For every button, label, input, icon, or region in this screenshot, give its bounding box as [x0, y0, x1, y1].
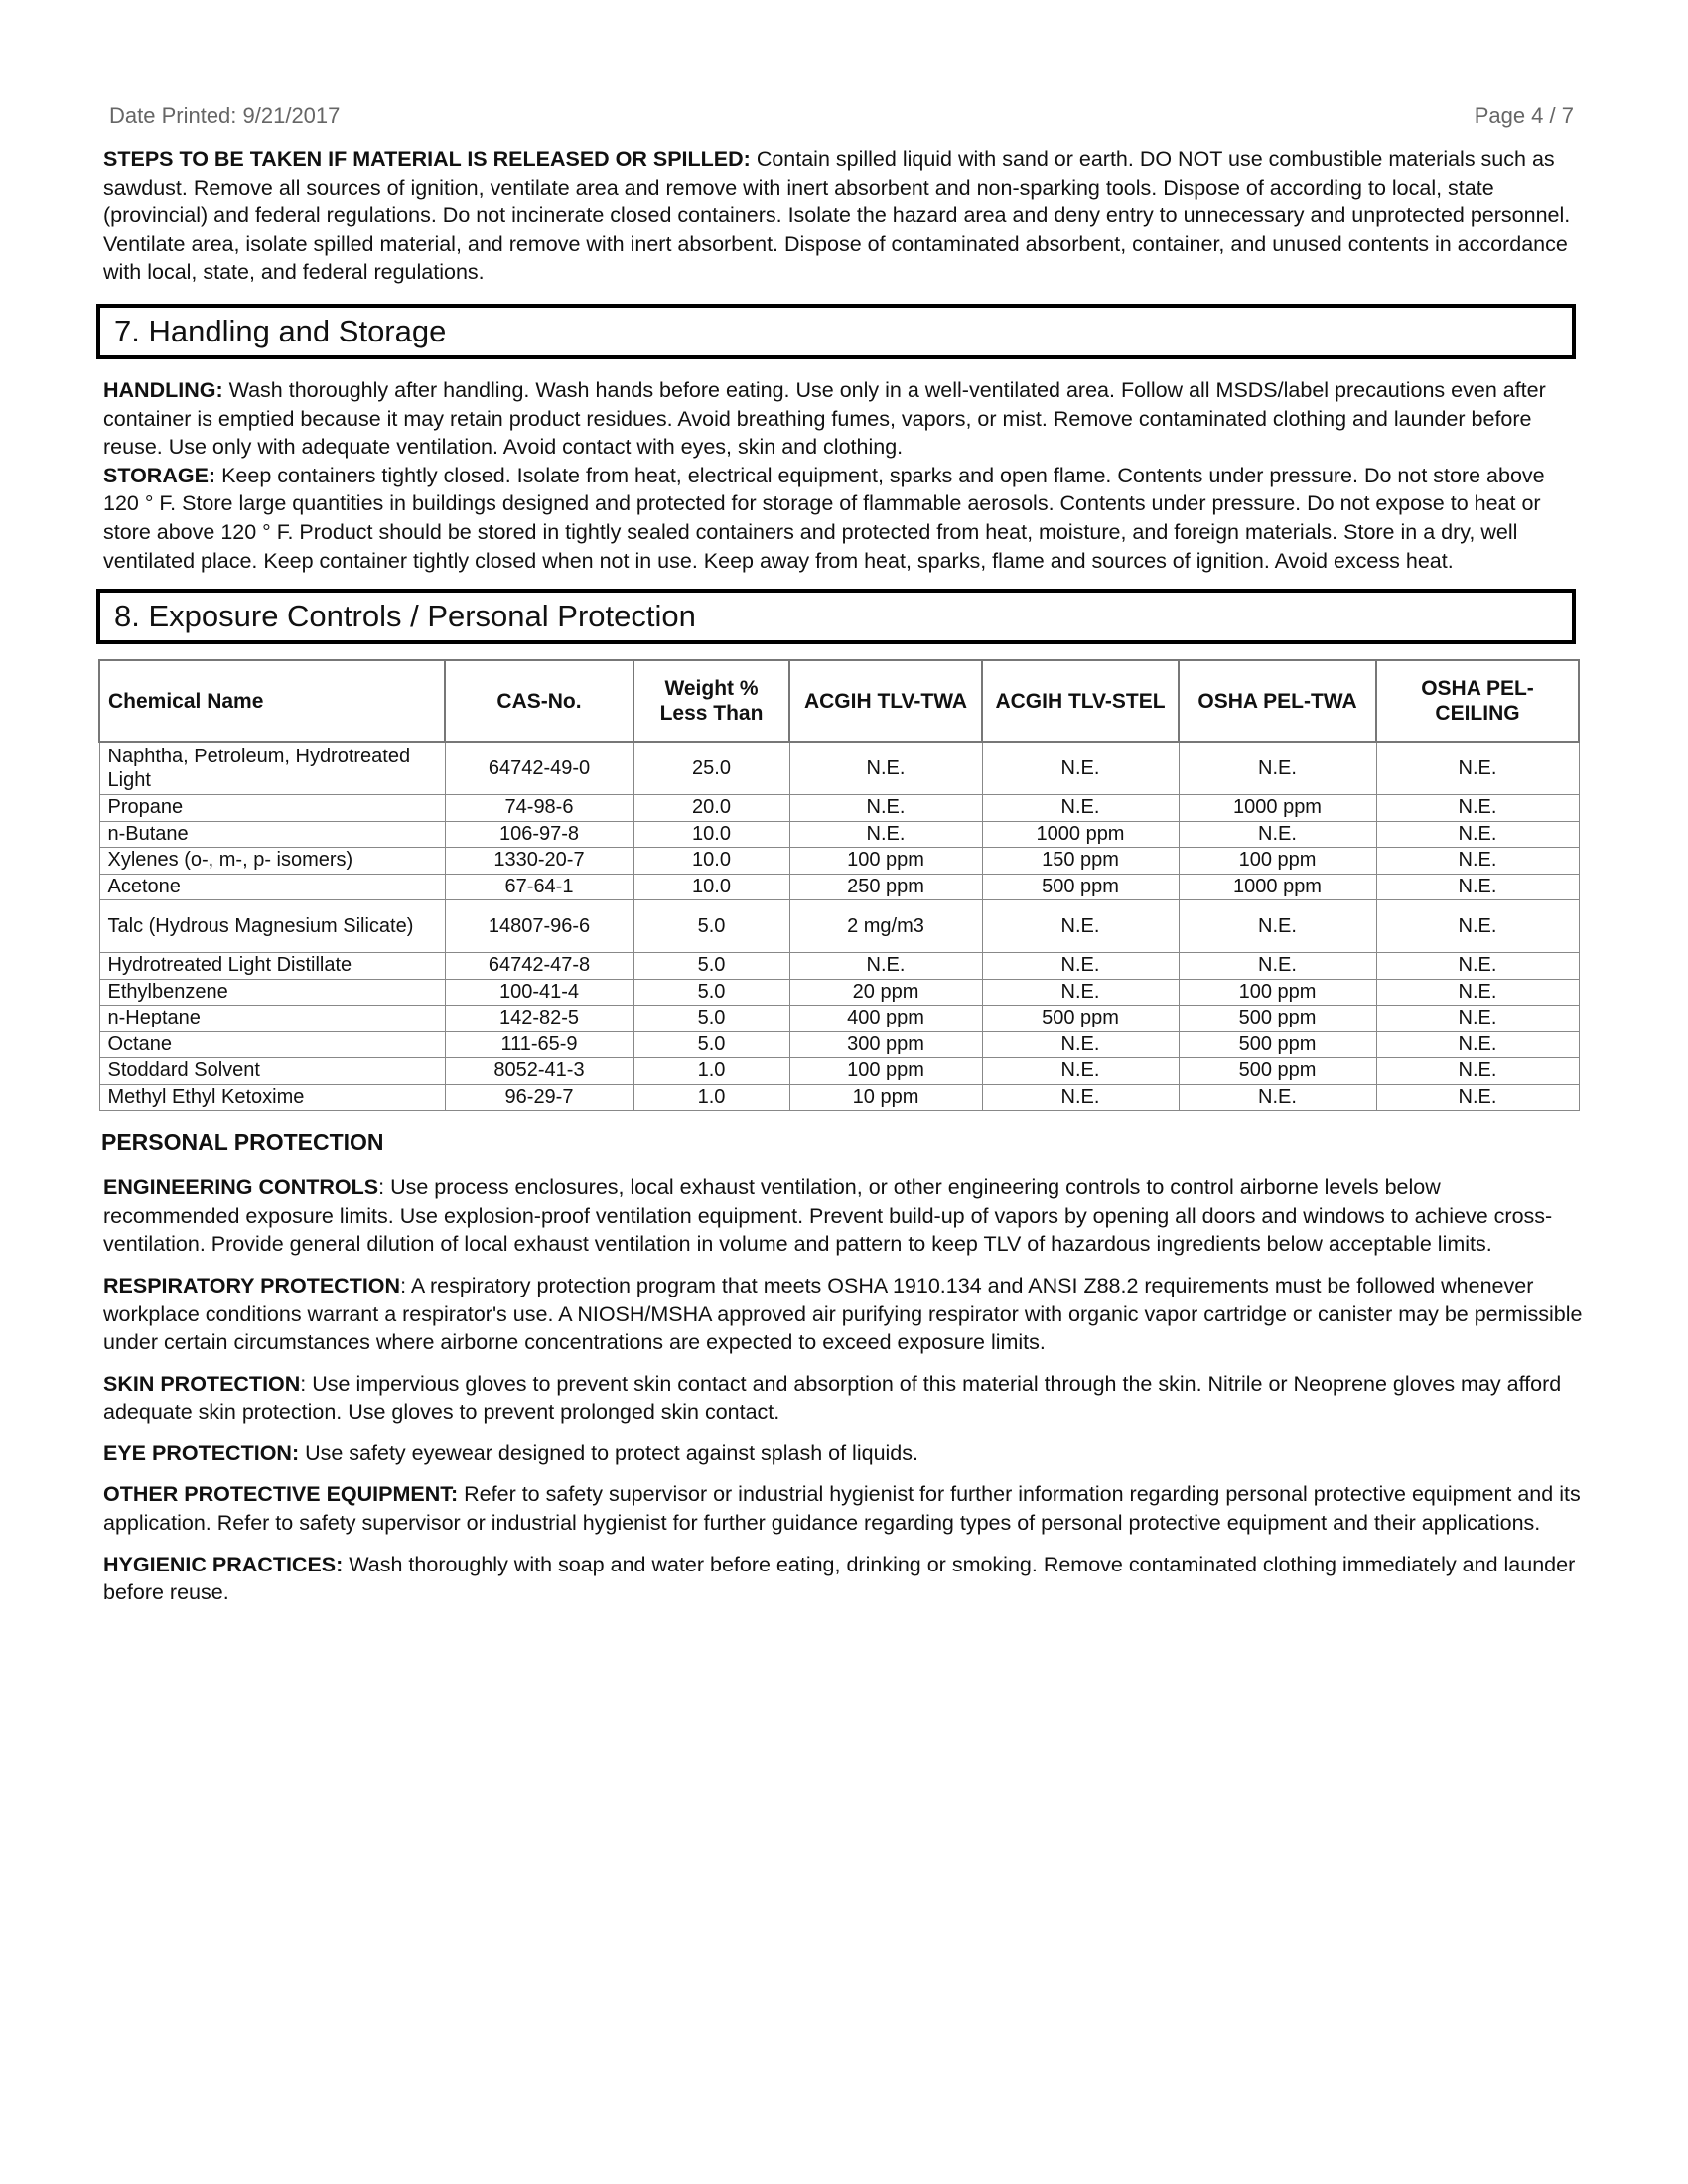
cell-weight: 5.0 — [633, 900, 789, 953]
storage-text: Keep containers tightly closed. Isolate from heat, electrical equipment, sparks and open flame. Contents under pressure. Do not store above 120 ° F. Store large quantities in buildings designed and protected for storage of flammable aerosols. Contents under pressure. Do not expose to heat or store above 120 ° F. Product should be stored in tightly sealed containers and protected from heat, moisture, and foreign materials. Store in a dry, well ventilated place. Keep container tightly closed when not in use. Keep away from heat, sparks, flame and sources of ignition. Avoid excess heat. — [103, 463, 1545, 573]
cell-chemical-name: n-Butane — [99, 821, 445, 848]
cell-osha-twa: 100 ppm — [1179, 848, 1376, 875]
cell-weight: 10.0 — [633, 848, 789, 875]
skin-label: SKIN PROTECTION — [103, 1371, 301, 1396]
cell-chemical-name: Stoddard Solvent — [99, 1058, 445, 1085]
cell-acgih-stel: 500 ppm — [982, 1006, 1179, 1032]
cell-osha-twa: 500 ppm — [1179, 1006, 1376, 1032]
handling-text: Wash thoroughly after handling. Wash hands before eating. Use only in a well-ventilated area. Follow all MSDS/label precautions even after container is emptied because it may retain product residues. Avoid breathing fumes, vapors, or mist. Remove contaminated clothing and launder before reuse. Use only with adequate ventilation. Avoid contact with eyes, skin and clothing. — [103, 377, 1546, 460]
cell-acgih-stel: 500 ppm — [982, 874, 1179, 900]
cell-osha-ceiling: N.E. — [1376, 979, 1579, 1006]
cell-osha-ceiling: N.E. — [1376, 1031, 1579, 1058]
cell-cas-no: 111-65-9 — [445, 1031, 633, 1058]
cell-osha-twa: N.E. — [1179, 1084, 1376, 1111]
cell-osha-ceiling: N.E. — [1376, 874, 1579, 900]
section-7-title: 7. Handling and Storage — [114, 313, 447, 348]
cell-acgih-twa: 20 ppm — [789, 979, 982, 1006]
hygienic-label: HYGIENIC PRACTICES: — [103, 1552, 344, 1576]
cell-chemical-name: Methyl Ethyl Ketoxime — [99, 1084, 445, 1111]
skin-paragraph — [103, 1370, 1583, 1427]
hygienic-text: Wash thoroughly with soap and water before eating, drinking or smoking. Remove contaminated clothing immediately and launder before reuse. — [103, 1552, 1576, 1605]
section-8-title: 8. Exposure Controls / Personal Protection — [114, 599, 696, 634]
cell-weight: 5.0 — [633, 953, 789, 980]
cell-acgih-twa: 400 ppm — [789, 1006, 982, 1032]
other-equipment-text: Refer to safety supervisor or industrial hygienist for further information regarding personal protective equipment and its application. Refer to safety supervisor or industrial hygienist for further guidance regarding types of personal protective equipment and their applications. — [103, 1482, 1581, 1536]
cell-cas-no: 1330-20-7 — [445, 848, 633, 875]
cell-cas-no: 14807-96-6 — [445, 900, 633, 953]
cell-chemical-name: Ethylbenzene — [99, 979, 445, 1006]
cell-acgih-twa: N.E. — [789, 953, 982, 980]
cell-chemical-name: n-Heptane — [99, 1006, 445, 1032]
cell-osha-twa: 500 ppm — [1179, 1058, 1376, 1085]
cell-chemical-name: Acetone — [99, 874, 445, 900]
cell-osha-ceiling: N.E. — [1376, 742, 1579, 795]
eye-text: Use safety eyewear designed to protect against splash of liquids. — [305, 1440, 918, 1465]
cell-osha-twa: 100 ppm — [1179, 979, 1376, 1006]
cell-chemical-name: Talc (Hydrous Magnesium Silicate) — [99, 900, 445, 953]
engineering-label: ENGINEERING CONTROLS — [103, 1175, 379, 1200]
col-header-osha-twa: OSHA PEL-TWA — [1179, 660, 1376, 742]
storage-label: STORAGE: — [103, 463, 216, 487]
cell-weight: 1.0 — [633, 1084, 789, 1111]
cell-acgih-stel: N.E. — [982, 1084, 1179, 1111]
skin-text: : Use impervious gloves to prevent skin contact and absorption of this material through the skin. Nitrile or Neoprene gloves may afford adequate skin protection. Use gloves to prevent prolonged skin contact. — [103, 1371, 1562, 1425]
cell-osha-twa: 500 ppm — [1179, 1031, 1376, 1058]
cell-cas-no: 106-97-8 — [445, 821, 633, 848]
cell-chemical-name: Octane — [99, 1031, 445, 1058]
cell-acgih-twa: N.E. — [789, 742, 982, 795]
cell-acgih-stel: 150 ppm — [982, 848, 1179, 875]
cell-acgih-stel: N.E. — [982, 900, 1179, 953]
cell-cas-no: 67-64-1 — [445, 874, 633, 900]
table-row — [99, 1084, 1579, 1111]
cell-cas-no: 96-29-7 — [445, 1084, 633, 1111]
section-7-header — [96, 304, 1576, 359]
spill-paragraph — [103, 145, 1583, 287]
date-printed: Date Printed: 9/21/2017 — [109, 103, 341, 128]
cell-osha-twa: N.E. — [1179, 900, 1376, 953]
table-row — [99, 1031, 1579, 1058]
table-row — [99, 953, 1579, 980]
respiratory-label: RESPIRATORY PROTECTION — [103, 1273, 401, 1297]
col-header-osha-ceiling: OSHA PEL-CEILING — [1376, 660, 1579, 742]
hygienic-paragraph — [103, 1551, 1583, 1607]
table-row — [99, 795, 1579, 822]
cell-cas-no: 64742-49-0 — [445, 742, 633, 795]
cell-acgih-twa: N.E. — [789, 821, 982, 848]
table-row — [99, 874, 1579, 900]
cell-cas-no: 142-82-5 — [445, 1006, 633, 1032]
cell-cas-no: 74-98-6 — [445, 795, 633, 822]
col-header-chemical-name: Chemical Name — [99, 660, 445, 742]
table-row — [99, 848, 1579, 875]
cell-osha-twa: N.E. — [1179, 742, 1376, 795]
eye-paragraph — [103, 1439, 1583, 1468]
cell-osha-twa: N.E. — [1179, 821, 1376, 848]
cell-cas-no: 100-41-4 — [445, 979, 633, 1006]
cell-acgih-twa: 10 ppm — [789, 1084, 982, 1111]
cell-osha-ceiling: N.E. — [1376, 795, 1579, 822]
cell-osha-ceiling: N.E. — [1376, 1058, 1579, 1085]
engineering-paragraph — [103, 1173, 1583, 1259]
cell-cas-no: 64742-47-8 — [445, 953, 633, 980]
cell-osha-ceiling: N.E. — [1376, 1084, 1579, 1111]
spill-label: STEPS TO BE TAKEN IF MATERIAL IS RELEASED OR SPILLED: — [103, 147, 751, 171]
col-header-acgih-stel: ACGIH TLV-STEL — [982, 660, 1179, 742]
cell-acgih-twa: 100 ppm — [789, 1058, 982, 1085]
cell-acgih-stel: N.E. — [982, 1031, 1179, 1058]
table-row — [99, 742, 1579, 795]
cell-chemical-name: Xylenes (o-, m-, p- isomers) — [99, 848, 445, 875]
cell-acgih-stel: N.E. — [982, 979, 1179, 1006]
cell-osha-ceiling: N.E. — [1376, 821, 1579, 848]
cell-weight: 25.0 — [633, 742, 789, 795]
col-header-cas-no: CAS-No. — [445, 660, 633, 742]
cell-acgih-stel: N.E. — [982, 1058, 1179, 1085]
section-8-header — [96, 589, 1576, 644]
cell-weight: 1.0 — [633, 1058, 789, 1085]
cell-acgih-twa: 250 ppm — [789, 874, 982, 900]
cell-osha-ceiling: N.E. — [1376, 848, 1579, 875]
cell-acgih-stel: N.E. — [982, 742, 1179, 795]
cell-weight: 20.0 — [633, 795, 789, 822]
table-row — [99, 900, 1579, 953]
cell-acgih-twa: 300 ppm — [789, 1031, 982, 1058]
engineering-text: : Use process enclosures, local exhaust ventilation, or other engineering controls to control airborne levels below recommended exposure limits. Use explosion-proof ventilation equipment. Prevent build-up of vapors by opening all doors and windows to achieve cross-ventilation. Provide general dilution of local exhaust ventilation in volume and pattern to keep TLV of hazardous ingredients below acceptable limits. — [103, 1175, 1553, 1257]
cell-acgih-stel: N.E. — [982, 795, 1179, 822]
cell-osha-twa: N.E. — [1179, 953, 1376, 980]
spill-text: Contain spilled liquid with sand or earth. DO NOT use combustible materials such as sawdust. Remove all sources of ignition, ventilate area and remove with inert absorbent and non-sparking tools. Dispose of according to local, state (provincial) and federal regulations. Do not incinerate closed containers. Isolate the hazard area and deny entry to unnecessary and unprotected personnel. Ventilate area, isolate spilled material, and remove with inert absorbent. Dispose of contaminated absorbent, container, and unused contents in accordance with local, state, and federal regulations. — [103, 147, 1571, 285]
table-row — [99, 821, 1579, 848]
table-header-row — [99, 660, 1579, 742]
cell-weight: 5.0 — [633, 1031, 789, 1058]
cell-osha-twa: 1000 ppm — [1179, 795, 1376, 822]
cell-acgih-twa: 2 mg/m3 — [789, 900, 982, 953]
cell-cas-no: 8052-41-3 — [445, 1058, 633, 1085]
respiratory-text: : A respiratory protection program that meets OSHA 1910.134 and ANSI Z88.2 requirements must be followed whenever workplace conditions warrant a respirator's use. A NIOSH/MSHA approved air purifying respirator with organic vapor cartridge or canister may be permissible under certain circumstances where airborne concentrations are expected to exceed exposure limits. — [103, 1273, 1583, 1355]
page-number: Page 4 / 7 — [1474, 103, 1574, 128]
cell-chemical-name: Propane — [99, 795, 445, 822]
handling-label: HANDLING: — [103, 377, 223, 402]
other-equipment-label: OTHER PROTECTIVE EQUIPMENT: — [103, 1482, 459, 1507]
cell-osha-ceiling: N.E. — [1376, 953, 1579, 980]
cell-weight: 10.0 — [633, 821, 789, 848]
cell-chemical-name: Naphtha, Petroleum, Hydrotreated Light — [99, 742, 445, 795]
cell-osha-ceiling: N.E. — [1376, 900, 1579, 953]
handling-paragraph — [103, 376, 1583, 462]
table-row — [99, 1058, 1579, 1085]
page-content — [103, 145, 1583, 1607]
cell-chemical-name: Hydrotreated Light Distillate — [99, 953, 445, 980]
cell-osha-ceiling: N.E. — [1376, 1006, 1579, 1032]
cell-acgih-twa: N.E. — [789, 795, 982, 822]
col-header-weight: Weight % Less Than — [633, 660, 789, 742]
cell-osha-twa: 1000 ppm — [1179, 874, 1376, 900]
cell-weight: 5.0 — [633, 979, 789, 1006]
cell-acgih-twa: 100 ppm — [789, 848, 982, 875]
exposure-table — [98, 659, 1580, 1111]
respiratory-paragraph — [103, 1272, 1583, 1357]
personal-protection-title: PERSONAL PROTECTION — [101, 1129, 384, 1156]
eye-label: EYE PROTECTION: — [103, 1440, 300, 1465]
cell-acgih-stel: N.E. — [982, 953, 1179, 980]
table-row — [99, 979, 1579, 1006]
cell-weight: 5.0 — [633, 1006, 789, 1032]
table-row — [99, 1006, 1579, 1032]
col-header-acgih-twa: ACGIH TLV-TWA — [789, 660, 982, 742]
cell-acgih-stel: 1000 ppm — [982, 821, 1179, 848]
cell-weight: 10.0 — [633, 874, 789, 900]
storage-paragraph — [103, 462, 1583, 575]
other-equipment-paragraph — [103, 1480, 1583, 1537]
